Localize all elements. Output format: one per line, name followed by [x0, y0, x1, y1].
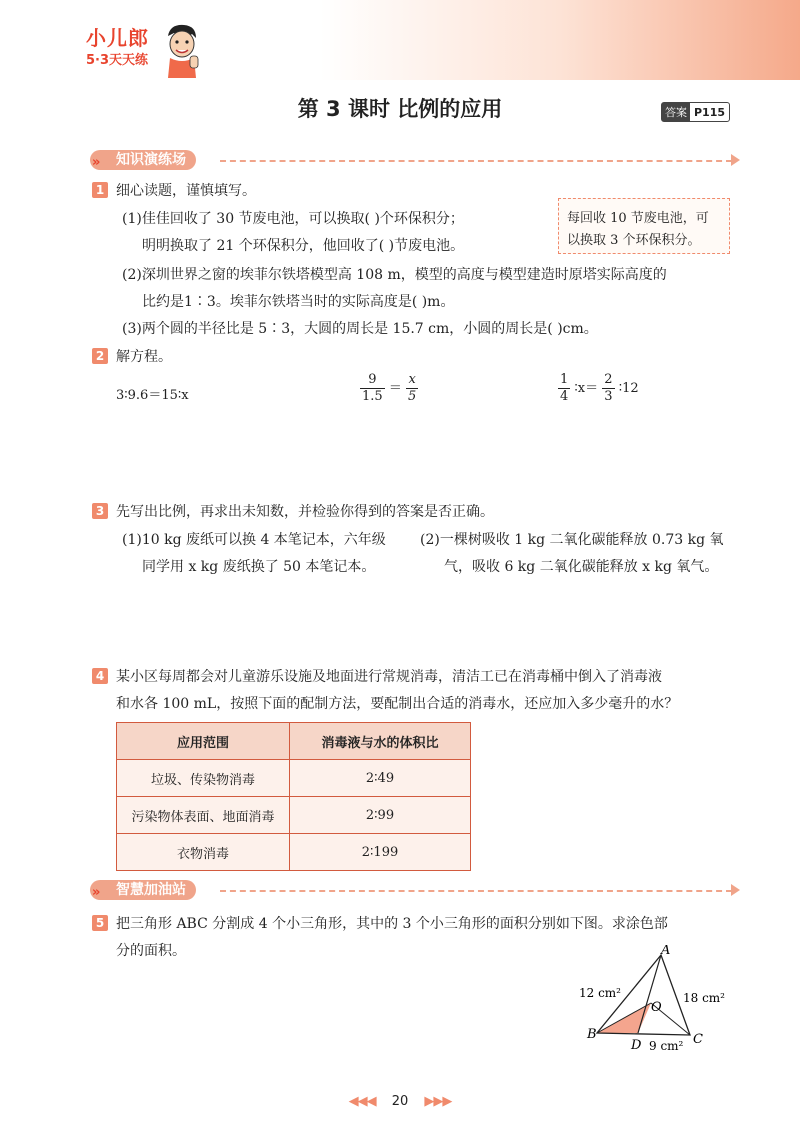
ratio-table — [116, 722, 471, 871]
double-arrow-icon: » — [92, 155, 101, 170]
table-cell: 2∶49 — [290, 760, 471, 797]
question-number: 3 — [92, 503, 108, 519]
answer-label: 答案 — [662, 103, 690, 121]
table-cell: 2∶199 — [290, 834, 471, 871]
question-number: 5 — [92, 915, 108, 931]
answer-page: P115 — [694, 105, 726, 119]
section-title: » 智慧加油站 — [90, 880, 196, 900]
area-left-label: 12 cm² — [579, 986, 621, 1000]
double-arrow-icon: » — [92, 885, 101, 900]
table-cell: 垃圾、传染物消毒 — [117, 760, 290, 797]
q4-line1: 某小区每周都会对儿童游乐设施及地面进行常规消毒，清洁工已在消毒桶中倒入了消毒液 — [116, 669, 662, 685]
q1-part1-line1: (1)佳佳回收了 30 节废电池，可以换取( )个环保积分； — [122, 211, 464, 227]
area-right-label: 18 cm² — [683, 991, 725, 1005]
q5-line1: 把三角形 ABC 分割成 4 个小三角形，其中的 3 个小三角形的面积分别如下图。求涂色部 — [116, 916, 668, 932]
page-footer — [0, 1094, 800, 1109]
section-title: » 知识演练场 — [90, 150, 196, 170]
arrow-head-icon — [731, 154, 740, 166]
dashed-divider — [220, 890, 732, 892]
q1-part2-line1: (2)深圳世界之窗的埃菲尔铁塔模型高 108 m，模型的高度与模型建造时原塔实际高度的 — [122, 267, 667, 283]
q5-line2: 分的面积。 — [116, 943, 186, 959]
q3-part2-line1: (2)一棵树吸收 1 kg 二氧化碳能释放 0.73 kg 氧 — [420, 532, 724, 548]
prev-arrows-icon: ◀◀◀ — [348, 1094, 376, 1109]
section-header-practice — [90, 150, 740, 172]
q4-line2: 和水各 100 mL，按照下面的配制方法，要配制出合适的消毒水，还应加入多少毫升的水？ — [116, 696, 679, 712]
answer-reference[interactable] — [661, 102, 730, 122]
area-bottom-label: 9 cm² — [649, 1039, 684, 1053]
table-cell: 衣物消毒 — [117, 834, 290, 871]
q1-part1-line2: 明明换取了 21 个环保积分，他回收了( )节废电池。 — [142, 238, 465, 254]
dashed-divider — [220, 160, 732, 162]
hint-line2: 以换取 3 个环保积分。 — [567, 233, 701, 248]
equation-3: $\frac{1}{4}$ ∶x＝ $\frac{2}{3}$ ∶12 — [560, 372, 639, 404]
q3-part1-line1: (1)10 kg 废纸可以换 4 本笔记本，六年级 — [122, 532, 386, 548]
table-header: 消毒液与水的体积比 — [290, 723, 471, 760]
question-stem: 先写出比例，再求出未知数，并检验你得到的答案是否正确。 — [116, 504, 494, 520]
brand-subtitle: 5·3天天练 — [86, 53, 149, 68]
label-d: D — [631, 1038, 642, 1053]
next-arrows-icon: ▶▶▶ — [424, 1094, 452, 1109]
table-header: 应用范围 — [117, 723, 290, 760]
hint-line1: 每回收 10 节废电池，可 — [567, 211, 709, 226]
question-number: 2 — [92, 348, 108, 364]
label-b: B — [587, 1027, 597, 1042]
brand-name: 小儿郎 — [86, 26, 149, 50]
mascot-icon — [162, 22, 202, 78]
page-number: 20 — [391, 1094, 409, 1109]
q3-part2-line2: 气，吸收 6 kg 二氧化碳能释放 x kg 氧气。 — [444, 559, 719, 575]
segment-ad — [638, 955, 661, 1033]
q3-part1-line2: 同学用 x kg 废纸换了 50 本笔记本。 — [142, 559, 376, 575]
question-stem: 细心读题，谨慎填写。 — [116, 183, 256, 199]
arrow-head-icon — [731, 884, 740, 896]
equation-1: 3∶9.6＝15∶x — [116, 388, 189, 403]
section-header-challenge — [90, 880, 740, 902]
q1-part2-line2: 比约是1∶3。埃菲尔铁塔当时的实际高度是( )m。 — [142, 294, 455, 310]
table-cell: 2∶99 — [290, 797, 471, 834]
question-number: 4 — [92, 668, 108, 684]
brand-logo — [86, 22, 149, 68]
question-stem: 解方程。 — [116, 349, 172, 365]
label-o: O — [651, 1000, 662, 1015]
triangle-figure — [565, 945, 745, 1065]
page-title: 第 3 课时 比例的应用 — [297, 97, 503, 121]
question-number: 1 — [92, 182, 108, 198]
q1-part3-line1: (3)两个圆的半径比是 5∶3，大圆的周长是 15.7 cm，小圆的周长是( )cm。 — [122, 321, 598, 337]
label-c: C — [693, 1032, 703, 1047]
table-row — [117, 834, 471, 871]
hint-box — [558, 198, 730, 254]
table-cell: 污染物体表面、地面消毒 — [117, 797, 290, 834]
table-row — [117, 797, 471, 834]
label-a: A — [661, 945, 671, 958]
table-row — [117, 760, 471, 797]
equation-2: $\frac{9}{1.5}$ ＝ $\frac{x}{5}$ — [362, 372, 417, 404]
